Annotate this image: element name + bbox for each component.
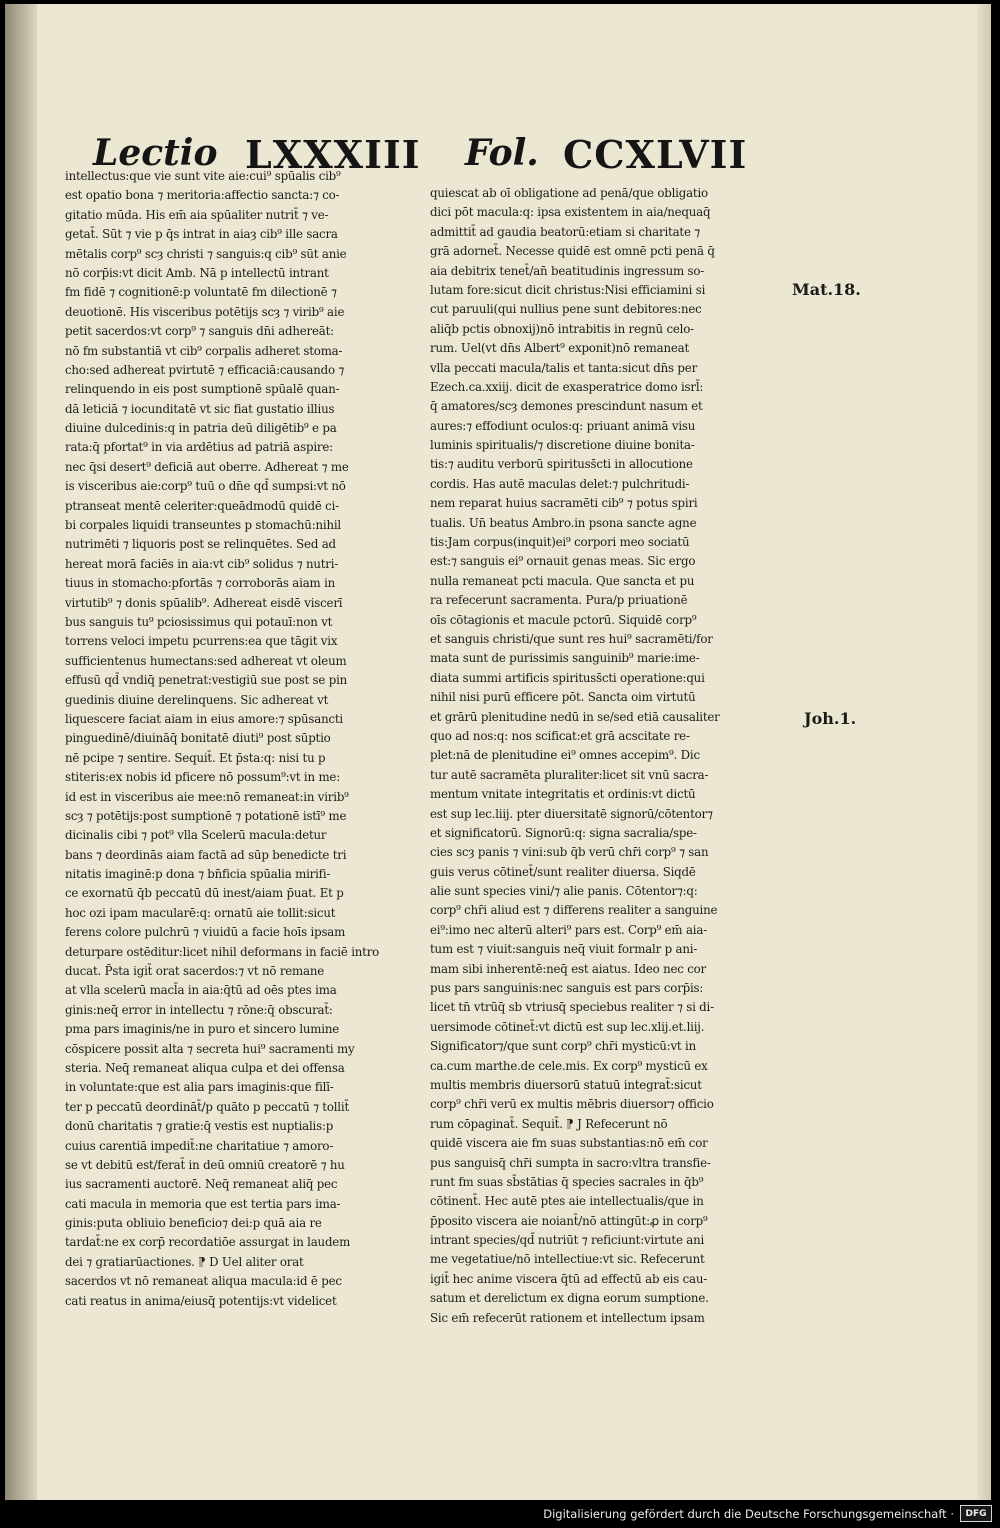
text-line: cōspicere possit alta ⁊ secreta hui⁹ sacramenti my bbox=[65, 1041, 355, 1056]
dfg-logo: DFG bbox=[960, 1505, 992, 1522]
text-line: mata sunt de purissimis sanguinib⁹ marie:ime- bbox=[430, 651, 700, 666]
text-line: ra refecerunt sacramenta. Pura/p priuationē bbox=[430, 593, 688, 608]
text-line: luminis spiritualis/⁊ discretione diuine bonita- bbox=[430, 438, 695, 453]
text-line: aliq̄b pctis obnoxij)nō intrabitis in regnū celo- bbox=[430, 321, 694, 336]
text-line: petit sacerdos:vt corp⁹ ⁊ sanguis dn̄i adhereāt: bbox=[65, 324, 334, 339]
funding-credit: Digitalisierung gefördert durch die Deutsche Forschungsgemeinschaft · bbox=[543, 1507, 954, 1521]
running-head-folio-number: CCXLVII bbox=[563, 132, 748, 177]
text-line: p̄posito viscera aie noiant̄/nō attingūt:ꝓ in corp⁹ bbox=[430, 1213, 708, 1228]
text-line: et significatorū. Signorū:q: signa sacralia/spe- bbox=[430, 825, 697, 840]
text-line: igit̄ hec anime viscera q̄tū ad effectū ab eis cau- bbox=[430, 1271, 708, 1286]
text-line: licet tn̄ vtrūq̄ sb vtriusq̄ speciebus realiter ⁊ si di- bbox=[430, 1000, 714, 1015]
text-line: scȝ ⁊ potētijs:post sumptionē ⁊ potationē istī⁹ me bbox=[65, 808, 347, 823]
text-line: aures:⁊ effodiunt oculos:q: priuant animā visu bbox=[430, 418, 696, 433]
text-line: nec q̄si desert⁹ deficiā aut oberre. Adhereat ⁊ me bbox=[65, 459, 349, 474]
page-gutter bbox=[5, 4, 37, 1500]
text-line: diuine dulcedinis:q in patria deū diligētib⁹ e pa bbox=[65, 421, 337, 436]
text-line: tis:Jam corpus(inquit)ei⁹ corpori meo sociatū bbox=[430, 535, 690, 550]
text-line: relinquendo in eis post sumptionē spūalē quan- bbox=[65, 382, 340, 397]
running-head-lesson-number: LXXXIII bbox=[245, 132, 421, 177]
text-line: bans ⁊ deordinās aiam factā ad sūp benedicte tri bbox=[65, 847, 347, 862]
text-line: rata:q̄ pfortat⁹ in via ardētius ad patriā aspire: bbox=[65, 440, 333, 455]
text-line: mentum vnitate integritatis et ordinis:vt dictū bbox=[430, 787, 696, 802]
text-line: ter p peccatū deordināt̄/p quāto p peccatū ⁊ tollit̄ bbox=[65, 1099, 349, 1114]
text-line: admittit̄ ad gaudia beatorū:etiam si charitate ⁊ bbox=[430, 224, 700, 239]
text-line: runt fm suas sb̄stātias q̄ species sacrales in q̄b⁹ bbox=[430, 1174, 704, 1189]
text-line: virtutib⁹ ⁊ donis spūalib⁹. Adhereat eisdē viscerī bbox=[65, 595, 343, 610]
text-line: torrens veloci impetu pcurrens:ea que tāgit vix bbox=[65, 634, 338, 649]
text-line: getat̄. Sūt ⁊ vie p q̄s intrat in aiaȝ cib⁹ ille sacra bbox=[65, 227, 338, 242]
text-line: aia debitrix tenet̄/an̄ beatitudinis ingressum so- bbox=[430, 263, 705, 278]
text-line: dicinalis cibi ⁊ pot⁹ vlla Scelerū macula:detur bbox=[65, 828, 327, 843]
text-line: guis verus cōtinet̄/sunt realiter diuersa. Siqdē bbox=[430, 864, 696, 879]
text-line: fm fidē ⁊ cognitionē:p voluntatē fm dilectionē ⁊ bbox=[65, 285, 337, 300]
text-line: liquescere faciat aiam in eius amore:⁊ spūsancti bbox=[65, 711, 343, 726]
running-head-lectio: Lectio bbox=[93, 132, 218, 174]
text-line: ce exornatū q̄b peccatū dū inest/aiam p̄uat. Et p bbox=[65, 886, 344, 901]
text-line: cut paruuli(qui nullius pene sunt debitores:nec bbox=[430, 302, 702, 317]
text-line: nitatis imaginē:p dona ⁊ bn̄ficia spūalia mirifi- bbox=[65, 867, 331, 882]
text-line: deuotionē. His visceribus potētijs scȝ ⁊ virib⁹ aie bbox=[65, 304, 345, 319]
text-line: tum est ⁊ viuit:sanguis neq̄ viuit formalr p ani- bbox=[430, 942, 698, 957]
text-line: at vlla scelerū macl̄a in aia:q̄tū ad oēs ptes ima bbox=[65, 983, 337, 998]
text-line: et sanguis christi/que sunt res hui⁹ sacramēti/for bbox=[430, 631, 713, 646]
text-line: vlla peccati macula/talis et tanta:sicut dn̄s per bbox=[430, 360, 698, 375]
text-line: in voluntate:que est alia pars imaginis:que filī- bbox=[65, 1080, 334, 1095]
text-line: gitatio mūda. His em̄ aia spūaliter nutrit̄ ⁊ ve- bbox=[65, 207, 329, 222]
text-line: intellectus:que vie sunt vite aie:cui⁹ spūalis cib⁹ bbox=[65, 169, 341, 183]
text-line: pus pars sanguinis:nec sanguis est pars corp̄is: bbox=[430, 981, 704, 996]
text-line: dā leticiā ⁊ iocunditatē vt sic fiat gustatio illius bbox=[65, 401, 335, 416]
text-line: ptranseat mentē celeriter:queādmodū quidē ci- bbox=[65, 498, 339, 513]
page-edge bbox=[977, 4, 991, 1500]
text-line: effusū qd̄ vndiq̄ penetrat:vestigiū sue post se pin bbox=[65, 673, 348, 688]
text-line: multis membris diuersorū statuū integrat̄:sicut bbox=[430, 1077, 702, 1092]
text-line: hereat morā faciēs in aia:vt cib⁹ solidus ⁊ nutri- bbox=[65, 556, 339, 571]
text-line: corp⁹ chr̄i aliud est ⁊ differens realiter a sanguine bbox=[430, 903, 718, 918]
marginal-note-matthew: Mat.18. bbox=[792, 280, 861, 299]
text-line: guedinis diuine derelinquens. Sic adhereat vt bbox=[65, 692, 329, 707]
text-line: ginis:neq̄ error in intellectu ⁊ rōne:q̄ obscurat̄: bbox=[65, 1002, 333, 1017]
text-line: rum. Uel(vt dn̄s Albert⁹ exponit)nō remaneat bbox=[430, 341, 690, 356]
text-line: ca.cum marthe.de cele.mis. Ex corp⁹ mysticū ex bbox=[430, 1058, 708, 1073]
text-line: sacerdos vt nō remaneat aliqua macula:id ē pec bbox=[65, 1274, 342, 1289]
text-line: cati macula in memoria que est tertia pars ima- bbox=[65, 1196, 341, 1211]
text-line: me vegetatiue/nō intellectiue:vt sic. Refecerunt bbox=[430, 1252, 705, 1267]
marginal-note-john: Joh.1. bbox=[804, 709, 857, 728]
text-line: cōtinent̄. Hec autē ptes aie intellectualis/que in bbox=[430, 1194, 704, 1209]
text-line: donū charitatis ⁊ gratie:q̄ vestis est nuptialis:p bbox=[65, 1119, 334, 1134]
text-line: Significator⁊/que sunt corp⁹ chr̄i mysticū:vt in bbox=[430, 1039, 696, 1054]
text-line: is visceribus aie:corp⁹ tuū o dn̄e qd̄ sumpsi:vt nō bbox=[65, 479, 346, 494]
text-line: nihil nisi purū efficere pōt. Sancta oim virtutū bbox=[430, 690, 696, 705]
text-line: tardat̄:ne ex corp̄ recordatiōe assurgat in laudem bbox=[65, 1235, 351, 1250]
text-line: grā adornet̄. Necesse quidē est omnē pcti penā q̄ bbox=[430, 244, 715, 259]
text-line: ducat. P̄sta igit̄ orat sacerdos:⁊ vt nō remane bbox=[65, 964, 325, 979]
text-line: sufficientenus humectans:sed adhereat vt oleum bbox=[65, 653, 347, 668]
text-line: quiescat ab oī obligatione ad penā/que obligatio bbox=[430, 186, 708, 200]
text-line: ius sacramenti auctorē. Neq̄ remaneat aliq̄ pec bbox=[65, 1177, 338, 1192]
text-line: et grārū plenitudine nedū in se/sed etiā causaliter bbox=[430, 709, 720, 724]
text-line: ei⁹:imo nec alterū alteri⁹ pars est. Corp⁹ em̄ aia- bbox=[430, 922, 707, 937]
text-line: tualis. Un̄ beatus Ambro.in psona sancte agne bbox=[430, 515, 697, 530]
text-line: cies scȝ panis ⁊ vini:sub q̄b verū chr̄i corp⁹ ⁊ san bbox=[430, 845, 709, 860]
text-line: mam sibi inherentē:neq̄ est aiatus. Ideo nec cor bbox=[430, 961, 706, 976]
footer-bar bbox=[0, 1500, 1000, 1528]
text-line: est:⁊ sanguis ei⁹ ornauit genas meas. Sic ergo bbox=[430, 554, 696, 569]
text-line: est opatio bona ⁊ meritoria:affectio sancta:⁊ co- bbox=[65, 188, 340, 203]
text-line: nem reparat huius sacramēti cib⁹ ⁊ potus spiri bbox=[430, 496, 698, 511]
text-line: est sup lec.liij. pter diuersitatē signorū/cōtentor⁊ bbox=[430, 806, 713, 821]
text-line: tis:⁊ auditu verborū spirituss̄cti in allocutione bbox=[430, 457, 693, 472]
text-line: steria. Neq̄ remaneat aliqua culpa et dei offensa bbox=[65, 1060, 345, 1075]
text-line: nulla remaneat pcti macula. Que sancta et pu bbox=[430, 573, 695, 588]
text-line: rum cōpaginat̄. Sequit̄. ⁋ J Refecerunt nō bbox=[430, 1116, 668, 1131]
text-line: nutrimēti ⁊ liquoris post se relinquētes. Sed ad bbox=[65, 537, 336, 552]
text-line: cuius carentiā impedit̄:ne charitatiue ⁊ amoro- bbox=[65, 1138, 334, 1153]
text-line: cho:sed adhereat pvirtutē ⁊ efficaciā:causando ⁊ bbox=[65, 362, 345, 377]
text-line: tiuus in stomacho:pfortās ⁊ corroborās aiam in bbox=[65, 576, 336, 591]
text-line: diata summi artificis spirituss̄cti operatione:qui bbox=[430, 670, 705, 685]
text-line: ginis:puta obliuio beneficio⁊ dei:p quā aia re bbox=[65, 1216, 322, 1231]
text-line: satum et derelictum ex digna eorum sumptione. bbox=[430, 1291, 709, 1306]
text-line: alie sunt species vini/⁊ alie panis. Cōtentor⁊:q: bbox=[430, 884, 698, 899]
text-line: quo ad nos:q: nos scificat:et grā acscitate re- bbox=[430, 728, 690, 743]
text-line: nō corp̄is:vt dicit Amb. Nā p intellectū intrant bbox=[65, 265, 329, 280]
text-line: cati reatus in anima/eiusq̄ potentijs:vt videlicet bbox=[65, 1293, 337, 1308]
text-line: pus sanguisq̄ chr̄i sumpta in sacro:vltra transfie- bbox=[430, 1155, 711, 1170]
left-text-column bbox=[65, 167, 411, 1311]
text-line: q̄ amatores/scȝ demones prescindunt nasum et bbox=[430, 399, 703, 414]
text-line: se vt debitū est/ferat̄ in deū omniū creatorē ⁊ hu bbox=[65, 1157, 345, 1172]
text-line: bi corpales liquidi transeuntes p stomachū:nihil bbox=[65, 518, 341, 533]
text-line: lutam fore:sicut dicit christus:Nisi efficiamini si bbox=[430, 282, 706, 297]
text-line: id est in visceribus aie mee:nō remaneat:in virib⁹ bbox=[65, 789, 349, 804]
text-line: quidē viscera aie fm suas substantias:nō em̄ cor bbox=[430, 1136, 708, 1151]
text-line: stiteris:ex nobis id pficere nō possum⁹:vt in me: bbox=[65, 770, 340, 785]
text-line: Ezech.ca.xxiij. dicit de exasperatrice domo isrl̄: bbox=[430, 379, 704, 394]
right-text-column bbox=[430, 184, 785, 1328]
text-line: dei ⁊ gratiarūactiones. ⁋ D Uel aliter orat bbox=[65, 1254, 304, 1269]
book-page bbox=[5, 4, 991, 1500]
text-line: oīs cōtagionis et macule pctorū. Siquidē corp⁹ bbox=[430, 612, 697, 627]
text-line: corp⁹ chr̄i verū ex multis mēbris diuersor⁊ officio bbox=[430, 1097, 714, 1112]
running-head-folio-word: Fol. bbox=[465, 132, 539, 174]
text-line: pinguedinē/diuināq̄ bonitatē diuti⁹ post sūptio bbox=[65, 731, 331, 746]
text-line: mētalis corp⁹ scȝ christi ⁊ sanguis:q cib⁹ sūt anie bbox=[65, 246, 347, 261]
text-line: plet:nā de plenitudine ei⁹ omnes accepim⁹. Dic bbox=[430, 748, 700, 763]
text-line: tur autē sacramēta pluraliter:licet sit vnū sacra- bbox=[430, 767, 709, 782]
text-line: deturpare ostēditur:licet nihil deformans in faciē intro bbox=[65, 944, 380, 959]
text-line: pma pars imaginis/ne in puro et sincero lumine bbox=[65, 1022, 340, 1037]
text-line: nē pcipe ⁊ sentire. Sequit̄. Et p̄sta:q: nisi tu p bbox=[65, 750, 326, 765]
text-line: dici pōt macula:q: ipsa existentem in aia/nequaq̄ bbox=[430, 205, 711, 220]
text-line: cordis. Has autē maculas delet:⁊ pulchritudi- bbox=[430, 476, 690, 491]
text-line: intrant species/qd̄ nutriūt ⁊ reficiunt:virtute ani bbox=[430, 1233, 705, 1248]
text-line: bus sanguis tu⁹ pciosissimus qui potauī:non vt bbox=[65, 614, 333, 629]
text-line: nō fm substantiā vt cib⁹ corpalis adheret stoma- bbox=[65, 343, 343, 358]
text-line: ferens colore pulchrū ⁊ viuidū a facie hoīs ipsam bbox=[65, 925, 346, 940]
text-line: Sic em̄ refecerūt rationem et intellectum ipsam bbox=[430, 1310, 705, 1325]
text-line: uersimode cōtinet̄:vt dictū est sup lec.xlij.et.liij. bbox=[430, 1019, 705, 1034]
text-line: hoc ozi ipam macularē:q: ornatū aie tollit:sicut bbox=[65, 905, 336, 920]
